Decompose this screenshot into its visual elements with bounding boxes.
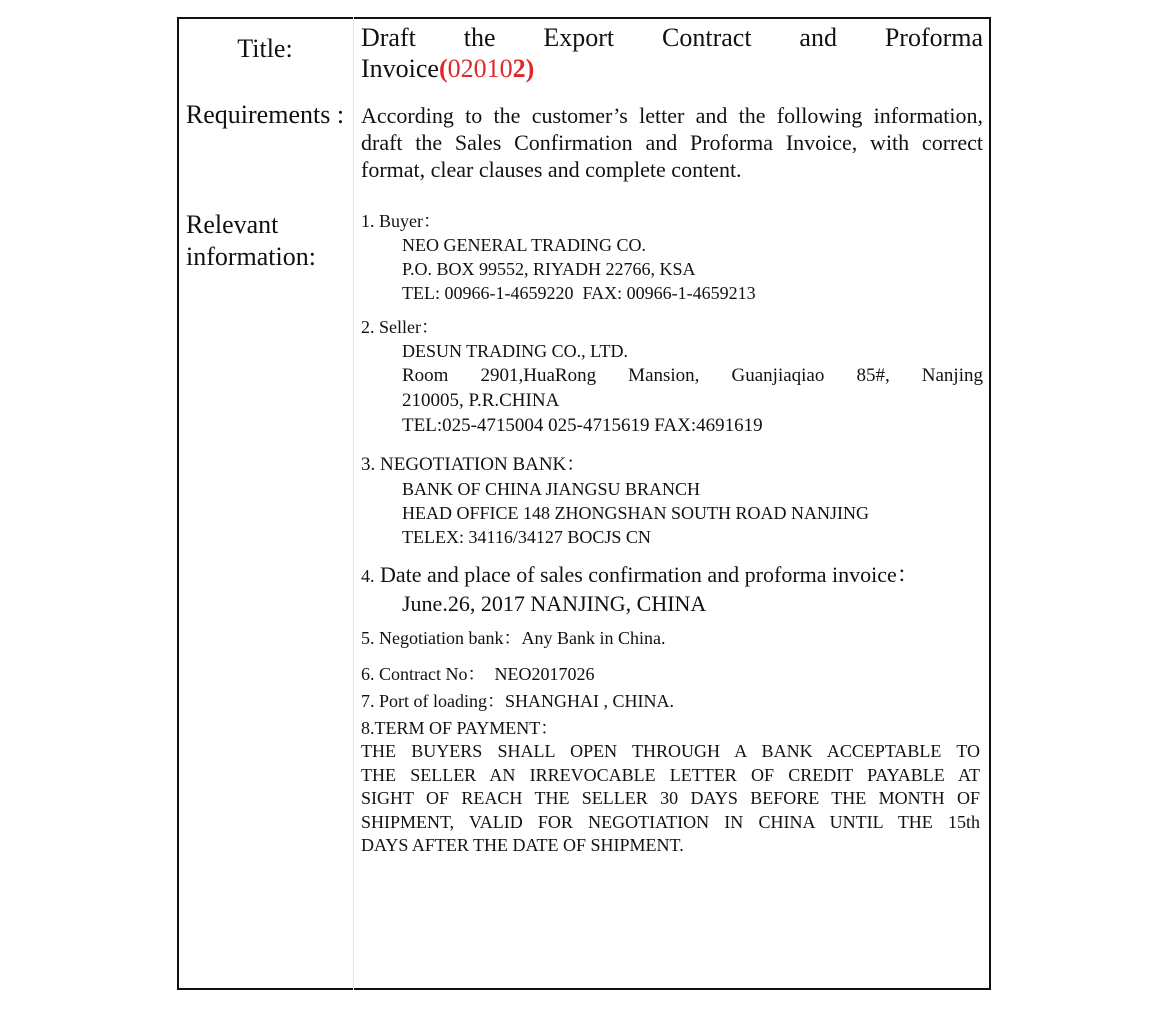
label-title: Title:	[237, 34, 293, 63]
seller-address-line2: 210005, P.R.CHINA	[402, 390, 560, 411]
payment-line: SIGHT OF REACH THE SELLER 30 DAYS BEFORE THE MONTH OF	[361, 788, 980, 809]
item-contract-no: 6. Contract No： NEO2017026	[361, 664, 595, 684]
payment-line: DAYS AFTER THE DATE OF SHIPMENT.	[361, 835, 684, 856]
negotiation-bank-telex: TELEX: 34116/34127 BOCJS CN	[402, 527, 651, 547]
title-line-2: Invoice(020102)	[361, 54, 535, 83]
negotiation-bank-section	[361, 452, 983, 549]
term-of-payment-heading: 8.TERM OF PAYMENT：	[361, 718, 559, 738]
item-negotiation-bank: 5. Negotiation bank：Any Bank in China.	[361, 628, 666, 648]
negotiation-bank-name: BANK OF CHINA JIANGSU BRANCH	[402, 479, 701, 499]
label-requirements: Requirements :	[185, 100, 345, 129]
seller-name: DESUN TRADING CO., LTD.	[402, 341, 629, 361]
item-port-of-loading: 7. Port of loading：SHANGHAI , CHINA.	[361, 691, 674, 711]
title-code: (020102)	[438, 54, 535, 83]
seller-section	[361, 315, 983, 438]
title-line-1: Draft the Export Contract and Proforma	[361, 23, 984, 52]
date-place-heading: 4. Date and place of sales confirmation and proforma invoice：	[361, 562, 919, 587]
payment-line: SHIPMENT, VALID FOR NEGOTIATION IN CHINA UNTIL THE 15th	[361, 811, 980, 832]
negotiation-bank-address: HEAD OFFICE 148 ZHONGSHAN SOUTH ROAD NANJING	[402, 503, 870, 523]
negotiation-bank-heading: 3. NEGOTIATION BANK：	[361, 454, 586, 475]
term-of-payment-section	[361, 716, 980, 858]
column-divider	[353, 17, 354, 990]
seller-address-line1: Room 2901,HuaRong Mansion, Guanjiaqiao 85#, Nanjing	[402, 365, 983, 386]
requirements-text: According to the customer’s letter and the following information, draft the Sales Confirmation and Proforma Invoice, with correct format, clear clauses and complete content.	[361, 103, 983, 182]
buyer-heading: 1. Buyer：	[361, 211, 441, 231]
seller-heading: 2. Seller：	[361, 317, 439, 337]
payment-line: THE SELLER AN IRREVOCABLE LETTER OF CREDIT PAYABLE AT	[361, 764, 980, 785]
document-title	[361, 22, 983, 84]
date-place-value: June.26, 2017 NANJING, CHINA	[402, 591, 707, 616]
buyer-address: P.O. BOX 99552, RIYADH 22766, KSA	[402, 259, 696, 279]
buyer-contact: TEL: 00966-1-4659220 FAX: 00966-1-4659213	[402, 283, 756, 303]
label-relevant-information: Relevant information:	[186, 210, 316, 271]
payment-line: THE BUYERS SHALL OPEN THROUGH A BANK ACCEPTABLE TO	[361, 741, 980, 761]
seller-contact: TEL:025-4715004 025-4715619 FAX:4691619	[402, 415, 763, 436]
date-place-section	[361, 561, 983, 618]
buyer-name: NEO GENERAL TRADING CO.	[402, 235, 646, 255]
buyer-section	[361, 209, 983, 305]
